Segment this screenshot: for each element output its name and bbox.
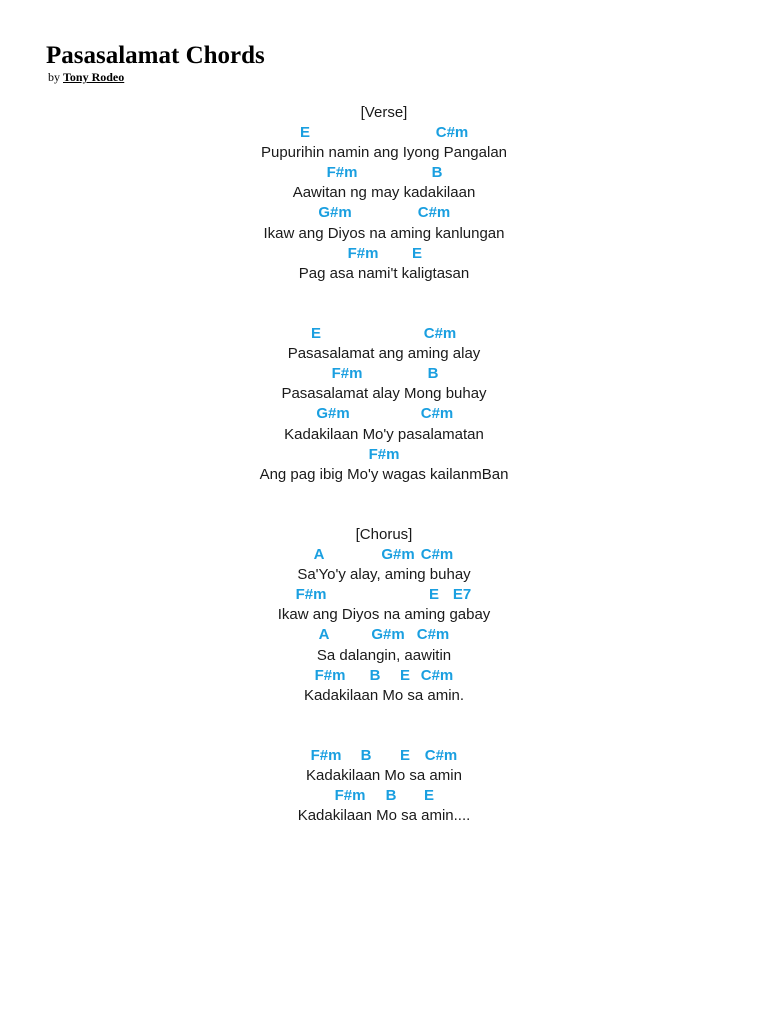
chord: F#m <box>326 164 358 182</box>
chord-line <box>0 404 768 424</box>
chord: E <box>411 244 423 262</box>
chord: A <box>313 546 325 564</box>
chord-sheet <box>0 103 768 826</box>
spacer <box>0 284 768 304</box>
lyric-line: Kadakilaan Mo sa amin. <box>303 686 465 704</box>
byline <box>48 69 124 85</box>
lyric-line: Kadakilaan Mo sa amin.... <box>297 807 471 825</box>
lyric-line: Pasasalamat alay Mong buhay <box>281 385 487 403</box>
chord-line <box>0 746 768 766</box>
chord-line <box>0 545 768 565</box>
chord: F#m <box>331 365 363 383</box>
lyric-line: Aawitan ng may kadakilaan <box>292 184 476 202</box>
chord: B <box>431 164 443 182</box>
lyric-line: Kadakilaan Mo'y pasalamatan <box>284 425 484 443</box>
lyric-line: Ikaw ang Diyos na aming gabay <box>277 606 491 624</box>
lyric-line: Pasasalamat ang aming alay <box>287 345 481 363</box>
chord: E <box>310 325 322 343</box>
chord: C#m <box>435 124 469 142</box>
chord-line <box>0 666 768 686</box>
chord: F#m <box>314 666 346 684</box>
author-link[interactable]: Tony Rodeo <box>63 70 125 84</box>
spacer <box>0 304 768 324</box>
chord: E7 <box>452 586 472 604</box>
chord: E <box>428 586 440 604</box>
section-header-chorus: [Chorus] <box>355 525 413 543</box>
chord: F#m <box>310 747 342 764</box>
chord: C#m <box>420 405 454 423</box>
chord-line <box>0 163 768 183</box>
chord: G#m <box>381 546 415 564</box>
chord-line <box>0 585 768 605</box>
chord: F#m <box>334 787 366 805</box>
chord-line <box>0 123 768 143</box>
spacer <box>0 706 768 726</box>
spacer <box>0 485 768 505</box>
chord: E <box>423 787 435 805</box>
chord: E <box>399 747 411 764</box>
chord: E <box>399 666 411 684</box>
chord: C#m <box>423 325 457 343</box>
chord: F#m <box>295 586 327 604</box>
chord: B <box>369 666 381 684</box>
chord-line <box>0 445 768 465</box>
chord-line <box>0 203 768 223</box>
chord: B <box>427 365 439 383</box>
chord: E <box>299 124 311 142</box>
chord-line <box>0 625 768 645</box>
lyric-line: Pag asa nami't kaligtasan <box>298 264 470 282</box>
chord: G#m <box>316 405 350 423</box>
chord: G#m <box>318 204 352 222</box>
lyric-line: Ikaw ang Diyos na aming kanlungan <box>263 224 505 242</box>
chord: C#m <box>424 747 458 764</box>
chord: B <box>385 787 397 805</box>
chord: F#m <box>347 244 379 262</box>
chord: B <box>360 747 372 764</box>
lyric-line: Kadakilaan Mo sa amin <box>306 767 462 785</box>
chord: C#m <box>420 666 454 684</box>
chord: C#m <box>420 546 454 564</box>
lyric-line: Sa dalangin, aawitin <box>316 646 452 664</box>
chord-line <box>0 324 768 344</box>
lyric-line: Ang pag ibig Mo'y wagas kailanmBan <box>259 465 509 483</box>
chord: F#m <box>368 445 400 463</box>
spacer <box>0 505 768 525</box>
chord-line <box>0 364 768 384</box>
lyric-line: Sa'Yo'y alay, aming buhay <box>297 566 471 584</box>
chord: C#m <box>416 626 450 644</box>
chord-line <box>0 244 768 264</box>
section-header-verse: [Verse] <box>360 104 408 121</box>
chord: G#m <box>371 626 405 644</box>
song-title: Pasasalamat Chords <box>46 42 265 69</box>
lyric-line: Pupurihin namin ang Iyong Pangalan <box>260 144 507 162</box>
spacer <box>0 726 768 746</box>
chord: C#m <box>417 204 451 222</box>
chord-line <box>0 786 768 806</box>
chord: A <box>318 626 330 644</box>
by-label: by <box>48 70 60 84</box>
